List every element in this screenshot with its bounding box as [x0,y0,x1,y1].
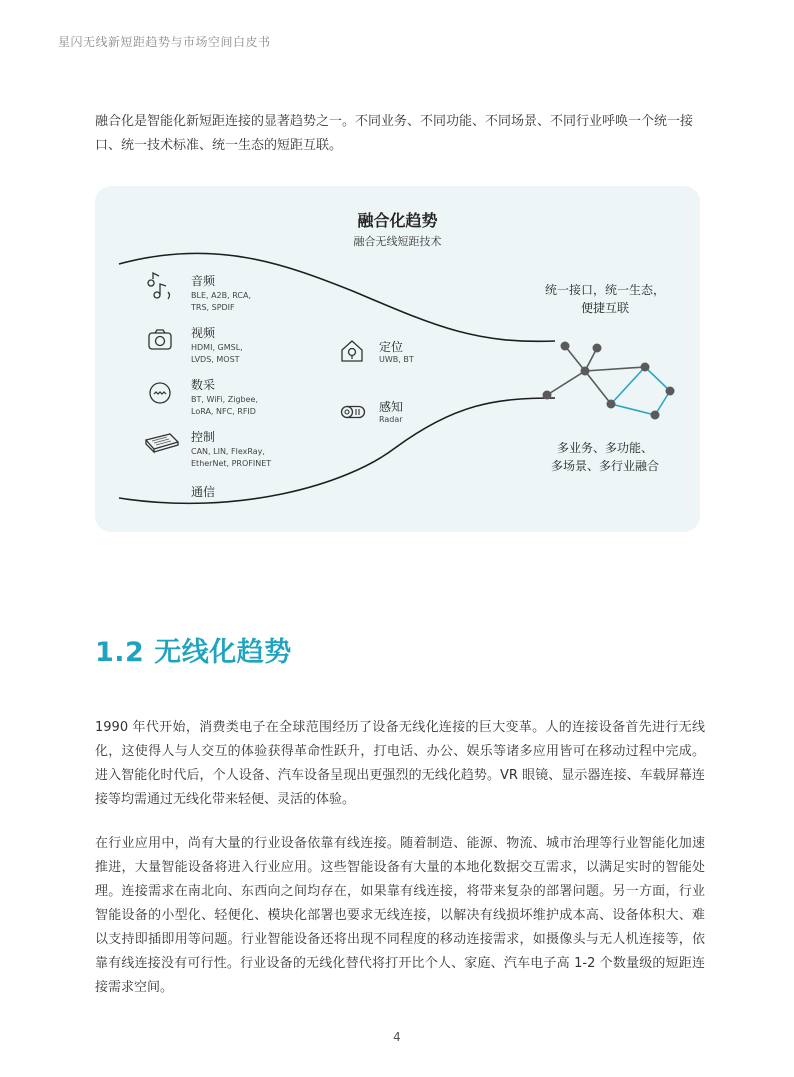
network-node [651,411,660,420]
network-nodes [543,342,675,420]
camera-icon [145,324,175,354]
network-node [607,400,616,409]
figure-title: 融合化趋势 [357,211,438,230]
category-positioning-name: 定位 [379,340,404,354]
detail-line: LoRA, NFC, RFID [191,407,256,416]
page-number: 4 [393,1030,401,1044]
category-positioning-details [379,354,414,366]
figure-subtitle: 融合无线短距技术 [353,235,442,248]
category-data-name: 数采 [191,378,216,392]
detail-line: LVDS, MOST [191,355,240,364]
category-sensing-name: 感知 [379,400,404,414]
radar-sensor-icon [339,398,369,424]
network-gray-links [547,346,645,404]
detail-line: BT, WiFi, Zigbee, [191,395,258,404]
category-audio-name: 音频 [191,274,216,288]
intro-paragraph: 融合化是智能化新短距连接的显著趋势之一。不同业务、不同功能、不同场景、不同行业呼唤一个统一接口、统一技术标准、统一生态的短距互联。 [95,114,694,153]
detail-line: BLE, A2B, RCA, [191,291,251,300]
category-video-details [191,342,243,366]
detail-line: HDMI, GMSL, [191,343,243,352]
category-control-details [191,446,271,470]
sensor-gauge-icon [145,376,175,406]
running-header: 星闪无线新短距趋势与市场空间白皮书 [58,35,271,49]
detail-line: UWB, BT [379,355,414,364]
location-home-icon [339,338,365,364]
music-note-icon [145,272,175,302]
category-video-name: 视频 [191,326,216,340]
network-node [593,344,602,353]
network-node [666,387,675,396]
network-node [543,391,552,400]
detail-line: TRS, SPDIF [191,303,235,312]
text-line: 便捷互联 [580,301,629,315]
detail-line: Radar [379,415,403,424]
network-diagram [535,336,685,426]
detail-line: EtherNet, PROFINET [191,459,272,468]
convergence-figure [95,186,700,532]
detail-line: CAN, LIN, FlexRay, [191,447,265,456]
text-line: 统一接口，统一生态， [545,283,666,297]
category-comm-name: 通信 [191,485,216,499]
network-node [581,367,590,376]
category-data-details [191,394,258,418]
text-line: 多场景、多行业融合 [550,459,659,473]
category-control-name: 控制 [191,430,216,444]
network-node [641,363,650,372]
network-accent-links [611,367,670,415]
category-sensing-details [379,414,403,426]
unified-interface-text [545,281,665,317]
lower-curve [119,398,555,503]
body-paragraph-1: 1990 年代开始，消费类电子在全球范围经历了设备无线化连接的巨大变革。人的连接设备首先进行无线化，这使得人与人交互的体验获得革命性跃升，打电话、办公、娱乐等诸多应用皆可在移动过程中完成。进入智能化时代后，个人设备、汽车设备呈现出更强烈的无线化趋势。VR 眼镜、显示器连接、车载屏幕连接等均需通过无线化带来轻便、灵活的体验。 [95,720,705,807]
body-paragraph-2: 在行业应用中，尚有大量的行业设备依靠有线连接。随着制造、能源、物流、城市治理等行业智能化加速推进，大量智能设备将进入行业应用。这些智能设备有大量的本地化数据交互需求，以满足实时的智能处理。连接需求在南北向、东西向之间均存在，如果靠有线连接，将带来复杂的部署问题。另一方面，行业智能设备的小型化、轻便化、模块化部署也要求无线连接，以解决有线损坏维护成本高、设备体积大、难以支持即插即用等问题。行业智能设备还将出现不同程度的移动连接需求，如摄像头与无人机连接等，依靠有线连接没有可行性。行业设备的无线化替代将打开比个人、家庭、汽车电子高 1-2 个数量级的短距连接需求空间。 [95,836,705,995]
network-node [561,342,570,351]
convergence-text [540,439,670,475]
category-audio-details [191,290,251,314]
control-board-icon [145,428,179,458]
text-line: 多业务、多功能、 [556,441,653,455]
section-heading: 1.2 无线化趋势 [95,637,292,668]
upper-curve [119,253,555,341]
